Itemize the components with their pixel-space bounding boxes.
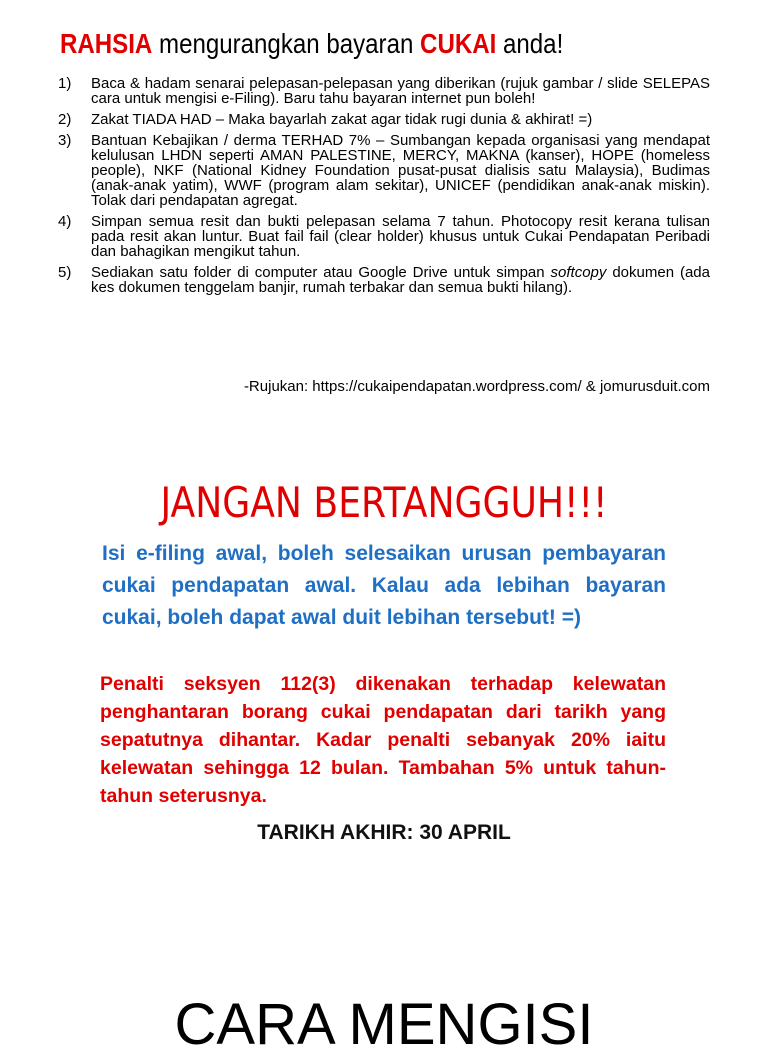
tip-number: 2) (58, 111, 72, 128)
tip-item (55, 214, 710, 259)
tip-text: Baca & hadam senarai pelepasan-pelepasan yang diberikan (rujuk gambar / slide SELEPAS cara untuk mengisi e-Filing). Baru tahu bayaran internet pun boleh! (91, 75, 710, 107)
title-rahsia: RAHSIA (60, 28, 153, 59)
tip-item (55, 112, 710, 127)
warning-heading: JANGAN BERTANGGUH!!! (160, 478, 608, 527)
tip-text-before: Sediakan satu folder di computer atau Google Drive untuk simpan (91, 264, 551, 281)
tip-number: 5) (58, 264, 72, 281)
tip-item (55, 76, 710, 106)
page-title (60, 26, 645, 62)
deadline-text: TARIKH AKHIR: 30 APRIL (257, 821, 511, 844)
tip-number: 3) (58, 132, 72, 149)
tip-text: Bantuan Kebajikan / derma TERHAD 7% – Sumbangan kepada organisasi yang mendapat kelulusan LHDN seperti AMAN PALESTINE, MERCY, MAKNA (kanser), HOPE (homeless people), NKF (National Kidney Foundation pusat-pusat dialisis satu Malaysia), Budimas (anak-anak yatim), WWF (program alam sekitar), UNICEF (pendidikan anak-anak miskin). Tolak dari pendapatan agregat. (91, 132, 710, 209)
tip-item (55, 265, 710, 295)
penalty-paragraph: Penalti seksyen 112(3) dikenakan terhadap kelewatan penghantaran borang cukai pendapatan dari tarikh yang sepatutnya dihantar. Kadar penalti sebanyak 20% iaitu kelewatan sehingga 12 bulan. Tambahan 5% untuk tahun-tahun seterusnya. (100, 673, 666, 807)
tip-text-after: dokumen (ada kes dokumen tenggelam banjir, rumah terbakar dan semua bukti hilang). (91, 264, 710, 296)
title-middle: mengurangkan bayaran (152, 28, 421, 59)
tip-number: 4) (58, 213, 72, 230)
title-end: anda! (496, 28, 564, 59)
tip-text-italic: softcopy (550, 264, 607, 281)
tip-item (55, 133, 710, 208)
tip-text: Simpan semua resit dan bukti pelepasan selama 7 tahun. Photocopy resit kerana tulisan pada resit akan luntur. Buat fail fail (clear holder) khusus untuk Cukai Pendapatan Peribadi dan bahagikan mengikut tahun. (91, 213, 710, 260)
tip-text: Zakat TIADA HAD – Maka bayarlah zakat agar tidak rugi dunia & akhirat! =) (91, 111, 593, 128)
title-cukai: CUKAI (420, 28, 497, 59)
tips-list (55, 76, 710, 301)
early-filing-paragraph: Isi e-filing awal, boleh selesaikan urusan pembayaran cukai pendapatan awal. Kalau ada lebihan bayaran cukai, boleh dapat awal duit lebihan tersebut! =) (102, 542, 666, 629)
next-section-heading: CARA MENGISI (174, 992, 594, 1057)
tip-number: 1) (58, 75, 72, 92)
reference-text: -Rujukan: https://cukaipendapatan.wordpress.com/ & jomurusduit.com (243, 378, 710, 395)
